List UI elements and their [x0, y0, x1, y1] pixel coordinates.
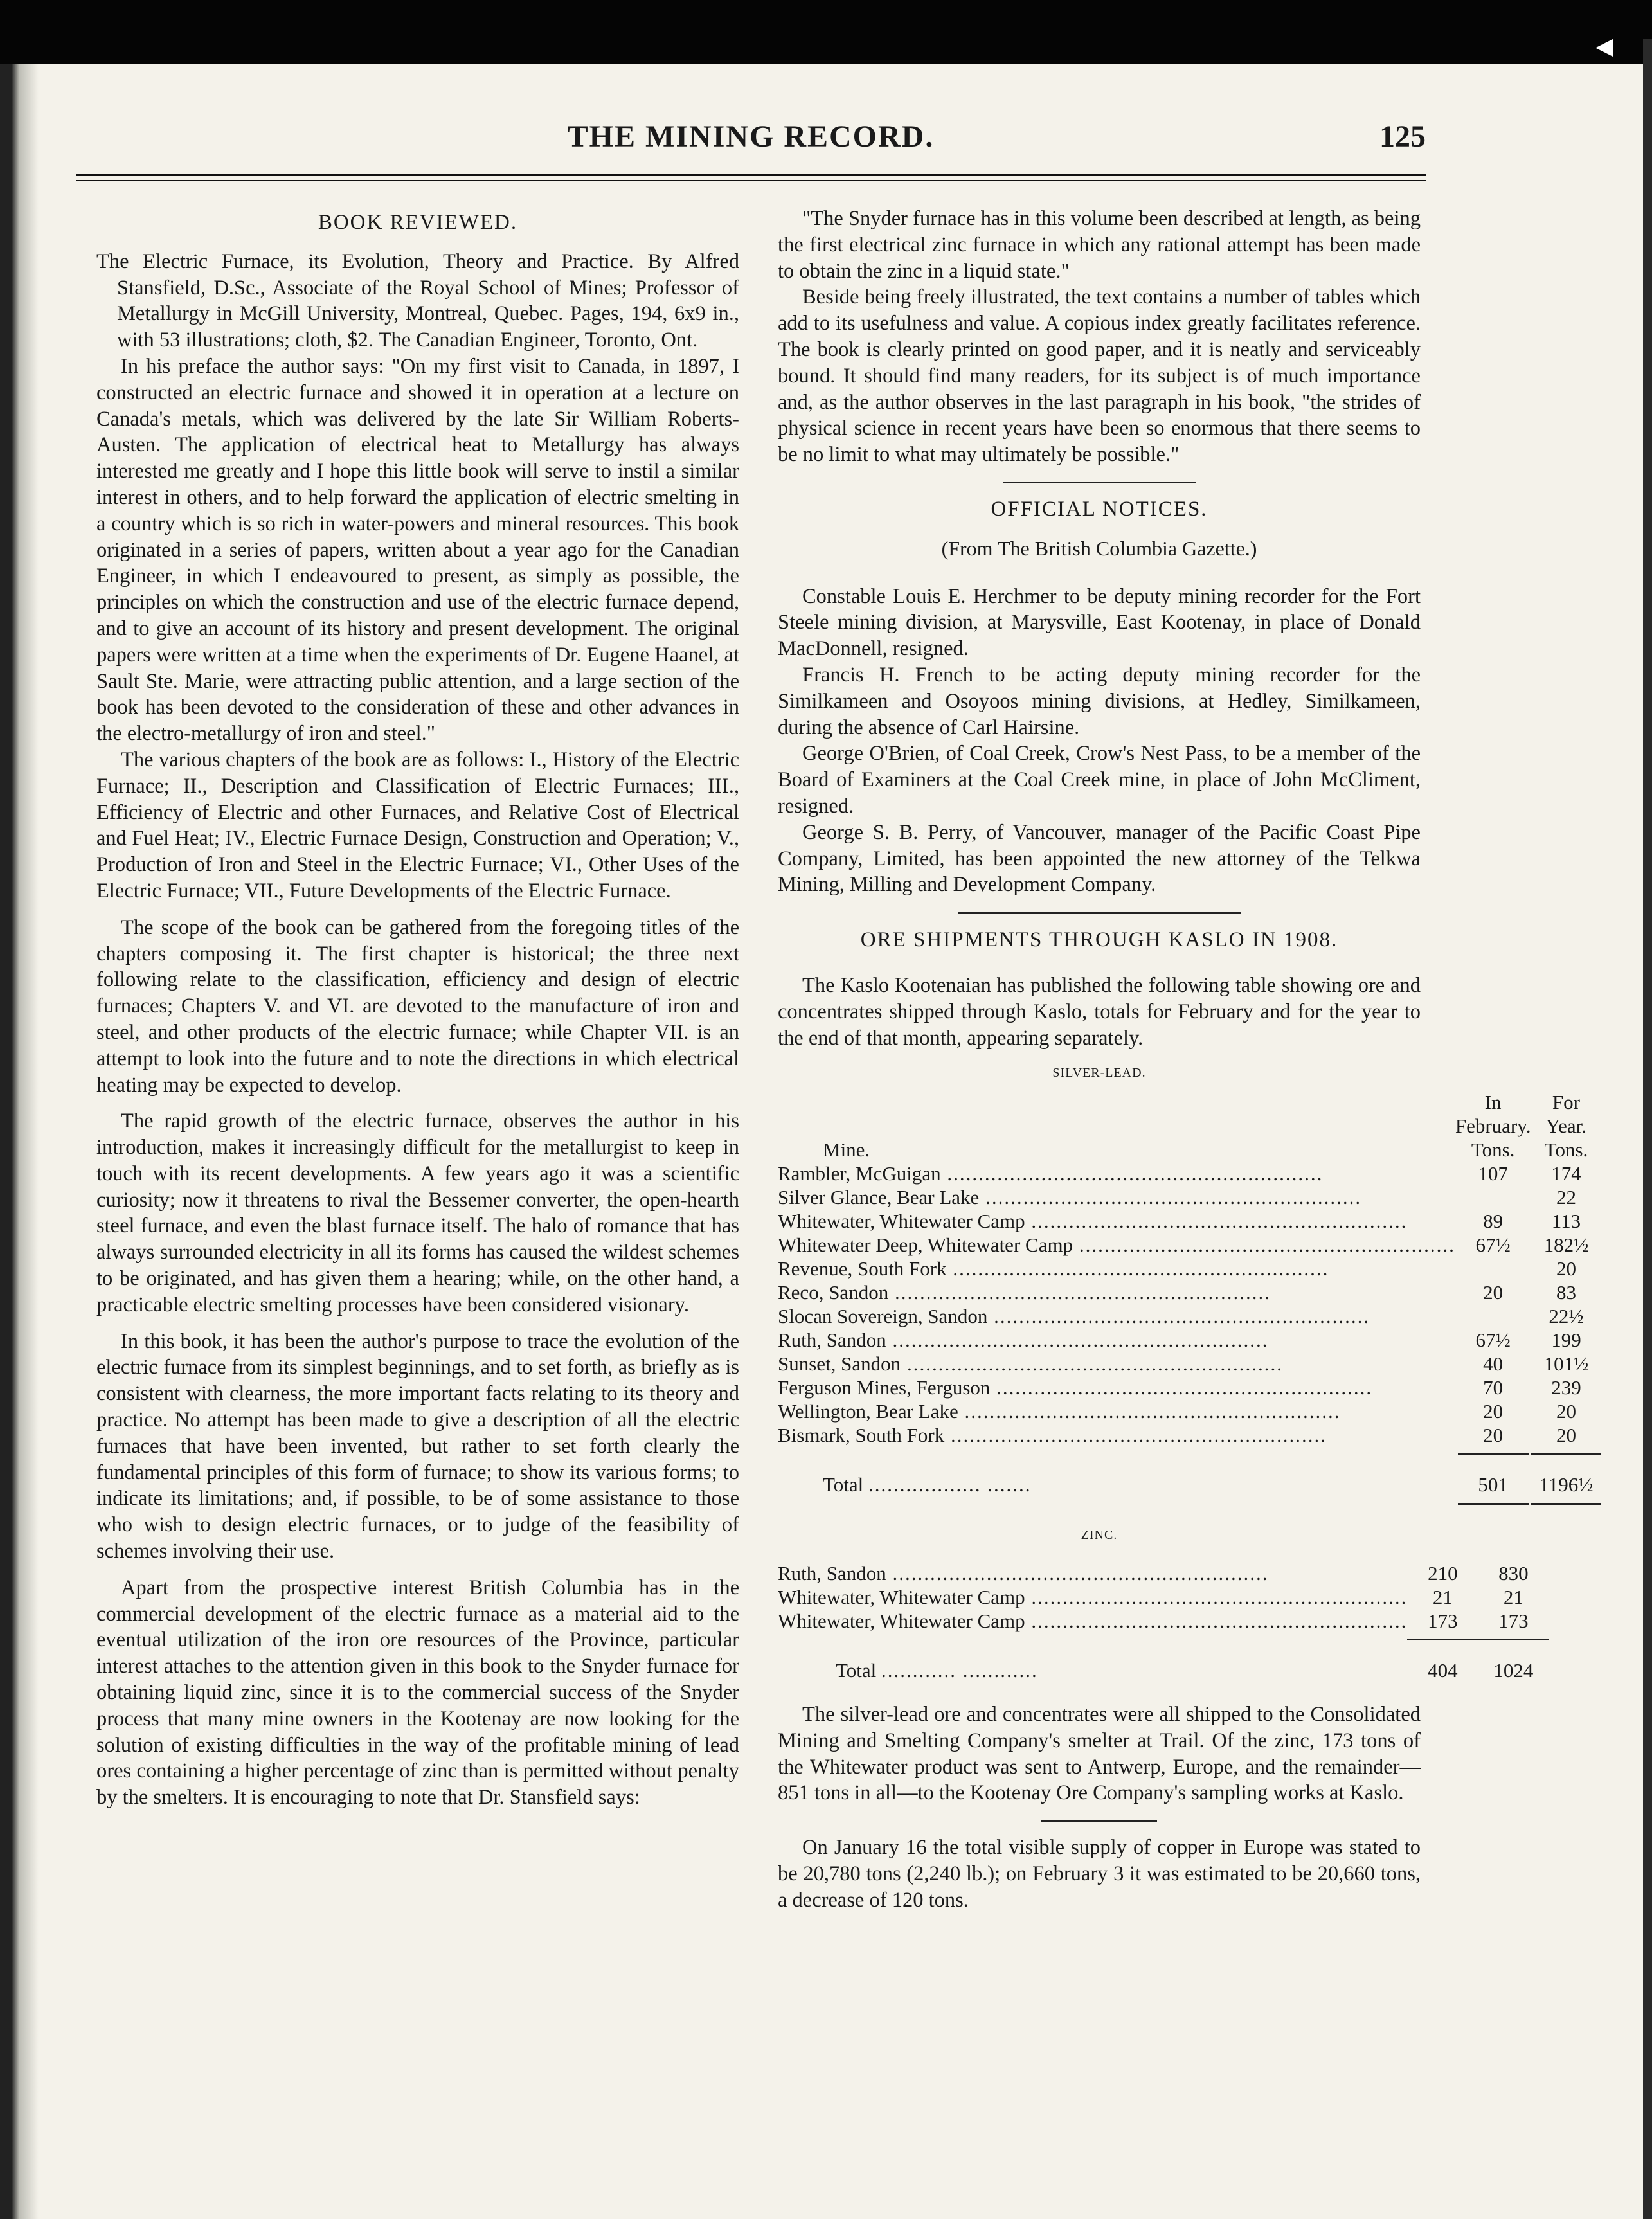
- mine-name: Reco, Sandon ............................................................: [778, 1281, 1271, 1304]
- zinc-rows: [778, 1561, 1549, 1633]
- review-quote: "The Snyder furnace has in this volume been described at length, as being the first electrical zinc furnace in which any rational attempt has been made to obtain the zinc in a liquid state.": [778, 207, 1421, 283]
- leader-dots: ............................................................: [940, 1162, 1324, 1185]
- table-row: [778, 1609, 1549, 1633]
- february-tons: 89: [1483, 1210, 1504, 1233]
- year-tons: 174: [1551, 1162, 1581, 1185]
- left-column: [96, 206, 739, 1811]
- table-row: [778, 1352, 1601, 1376]
- table-row: [778, 1209, 1601, 1233]
- leader-dots: ............................................................: [979, 1186, 1362, 1209]
- mine-name: Ruth, Sandon ............................................................: [778, 1561, 1269, 1585]
- table-row: [778, 1585, 1549, 1609]
- notice-3: George O'Brien, of Coal Creek, Crow's Nest Pass, to be a member of the Board of Examiners at the Coal Creek mine, in place of John McCliment, resigned.: [778, 742, 1421, 818]
- book-reviewed-heading: BOOK REVIEWED.: [318, 211, 518, 234]
- year-tons: 173: [1498, 1609, 1529, 1632]
- february-tons: 173: [1428, 1609, 1458, 1632]
- year-tons: 113: [1551, 1210, 1581, 1233]
- notice-1: Constable Louis E. Herchmer to be deputy mining recorder for the Fort Steele mining division, at Marysville, East Kootenay, in place of Donald MacDonnell, resigned.: [778, 584, 1421, 661]
- page-header: [76, 119, 1426, 170]
- col-february: In February. Tons.: [1455, 1091, 1531, 1162]
- copper-supply-note: On January 16 the total visible supply of copper in Europe was stated to be 20,780 tons (2,240 lb.); on February 3 it was estimated to be 20,660 tons, a decrease of 120 tons.: [778, 1836, 1421, 1912]
- leader-dots: ............................................................: [901, 1352, 1283, 1376]
- year-tons: 22: [1556, 1186, 1576, 1209]
- table-header-row: [778, 1090, 1601, 1162]
- official-notices-heading: OFFICIAL NOTICES.: [991, 497, 1208, 521]
- mine-name: Rambler, McGuigan ............................................................: [778, 1162, 1324, 1185]
- year-tons: 182½: [1543, 1234, 1589, 1257]
- year-tons: 199: [1551, 1329, 1581, 1352]
- year-tons: 101½: [1543, 1352, 1589, 1376]
- february-tons: 20: [1483, 1400, 1504, 1423]
- february-tons: 67½: [1475, 1329, 1511, 1352]
- leader-dots: ............................................................: [886, 1561, 1269, 1585]
- review-paragraph-6: Apart from the prospective interest British Columbia has in the commercial development of the electric furnace as a material aid to the eventual utilization of the iron ore resources of the Province, particular interest attaches to the attention given in this book to the Snyder furnace for obtaining liquid zinc, since it is to the commercial success of the Snyder process that many mine owners in the Kootenay are now looking for the solution of existing difficulties in the way of the profitable mining of lead ores containing a higher percentage of zinc than is permitted without penalty by the smelters. It is encouraging to note that Dr. Stansfield says:: [96, 1576, 739, 1810]
- scan-top-band: [0, 0, 1652, 64]
- review-paragraph-1: In his preface the author says: "On my first visit to Canada, in 1897, I constructed an electric furnace and showed it in operation at a lecture on Canada's metals, which was delivered by the late Sir William Roberts-Austen. The application of electrical heat to Metallurgy has always interested me greatly and I hope this little book will serve to instil a similar interest in others, and to help forward the application of electric smelting in a country which is so rich in water-powers and mineral resources. This book originated in a series of papers, written about a year ago for the Canadian Engineer, in which I endeavoured to present, as simply as possible, the principles on which the construction and use of the electric furnace depend, and to give an account of its history and present development. The original papers were written at a time when the experiments of Dr. Eugene Haanel, at Sault Ste. Marie, were attracting public attention, and a large section of the book has been devoted to the consideration of these and other advances in the electro-metallurgy of iron and steel.": [96, 354, 739, 746]
- year-tons: 20: [1556, 1257, 1576, 1280]
- table-row: [778, 1304, 1601, 1328]
- table-row: [778, 1233, 1601, 1257]
- mine-name: Ruth, Sandon ............................................................: [778, 1329, 1269, 1352]
- table-row: [778, 1185, 1601, 1209]
- mine-name: Whitewater, Whitewater Camp ............................................................: [778, 1210, 1408, 1233]
- scan-right-edge: [1643, 39, 1652, 2219]
- book-citation: The Electric Furnace, its Evolution, Theory and Practice. By Alfred Stansfield, D.Sc., Associate of the Royal School of Mines; Professor of Metallurgy in McGill University, Montreal, Quebec. Pages, 194, 6x9 in., with 53 illustrations; cloth, $2. The Canadian Engineer, Toronto, Ont.: [96, 249, 739, 352]
- table-row: [778, 1376, 1601, 1399]
- col-year: For Year. Tons.: [1544, 1091, 1588, 1162]
- section-divider: [1003, 482, 1196, 483]
- ore-shipments-heading: ORE SHIPMENTS THROUGH KASLO IN 1908.: [860, 928, 1338, 952]
- leader-dots: ............................................................: [886, 1329, 1269, 1352]
- review-closing: Beside being freely illustrated, the text contains a number of tables which add to its usefulness and value. A copious index greatly facilitates reference. The book is clearly printed on good paper, and it is neatly and serviceably bound. It should find many readers, for its subject is of much importance and, as the author observes in the last paragraph in his book, "the strides of physical science in recent years have been so enormous that there seems to be no limit to what may ultimately be possible.": [778, 285, 1421, 467]
- review-paragraph-2: The various chapters of the book are as follows: I., History of the Electric Furnace; II., Description and Classification of Electric Furnaces; III., Efficiency of Electric and other Furnaces, and Relative Cost of Electrical and Fuel Heat; IV., Electric Furnace Design, Construction and Operation; V., Production of Iron and Steel in the Electric Furnace; VI., Other Uses of the Electric Furnace; VII., Future Developments of the Electric Furnace.: [96, 748, 739, 903]
- scan-left-edge: [0, 64, 39, 2219]
- leader-dots: ............................................................: [944, 1424, 1327, 1447]
- february-tons: [1455, 1304, 1531, 1328]
- review-paragraph-3: The scope of the book can be gathered from the foregoing titles of the chapters composing it. The first chapter is historical; the three next following relate to the classification, efficiency and design of electric furnaces; Chapters V. and VI. are devoted to the manufacture of iron and steel, and other products of the electric furnace; while Chapter VII. is an attempt to look into the future and to note the directions in which electrical heating may be expected to develop.: [96, 915, 739, 1097]
- col-mine: Mine.: [823, 1138, 870, 1162]
- rule-row: [778, 1496, 1601, 1507]
- leader-dots: ............................................................: [958, 1400, 1341, 1423]
- mine-name: Wellington, Bear Lake ............................................................: [778, 1400, 1341, 1423]
- table-row: [778, 1257, 1601, 1280]
- table-row: [778, 1280, 1601, 1304]
- silver-lead-label: SILVER-LEAD.: [1052, 1066, 1146, 1081]
- zinc-table: [778, 1561, 1549, 1682]
- leader-dots: ............................................................: [946, 1257, 1329, 1280]
- table-row: [778, 1423, 1601, 1447]
- year-tons: 21: [1503, 1585, 1523, 1608]
- february-tons: 40: [1483, 1352, 1504, 1376]
- right-column: [778, 206, 1594, 1913]
- february-tons: [1455, 1257, 1531, 1280]
- february-tons: 67½: [1475, 1234, 1511, 1257]
- year-tons: 20: [1556, 1424, 1576, 1447]
- rule-row: [778, 1447, 1601, 1455]
- leader-dots: ............................................................: [1073, 1234, 1455, 1257]
- february-tons: [1455, 1185, 1531, 1209]
- year-tons: 20: [1556, 1400, 1576, 1423]
- leader-dots: ............................................................: [1025, 1609, 1408, 1632]
- zinc-total-row: Total ............ ............ 404 1024: [836, 1658, 1534, 1682]
- review-paragraph-4: The rapid growth of the electric furnace, observes the author in his introduction, makes it increasingly difficult for the metallurgist to keep in touch with its recent developments. A few years ago it was a scientific curiosity; now it threatens to rival the Bessemer converter, the open-hearth steel furnace, and even the blast furnace itself. The halo of romance that has always surrounded electricity in all its forms has caused the wildest schemes to be originated, and has given them a hearing; while, on the other hand, a practicable electric smelting processes have been considered visionary.: [96, 1110, 739, 1316]
- review-paragraph-5: In this book, it has been the author's purpose to trace the evolution of the electric furnace from its simplest beginnings, and to set forth, as briefly as is consistent with clearness, the more important facts relating to its theory and practice. No attempt has been made to give a description of all the electric furnaces that have been invented, but rather to set forth clearly the fundamental principles of this form of furnace; to show its various forms; to indicate its limitations; and, if possible, to be of some assistance to those who wish to design electric furnaces, or to judge of the feasibility of schemes involving their use.: [96, 1329, 739, 1563]
- leader-dots: ............................................................: [987, 1305, 1370, 1328]
- leader-dots: ............................................................: [888, 1281, 1271, 1304]
- ore-intro: The Kaslo Kootenaian has published the following table showing ore and concentrates shipped through Kaslo, totals for February and for the year to the end of that month, appearing separately.: [778, 973, 1421, 1050]
- section-divider: [958, 912, 1241, 914]
- mine-name: Sunset, Sandon ............................................................: [778, 1352, 1283, 1376]
- page-number: 125: [1379, 120, 1426, 154]
- table-row: [778, 1561, 1549, 1585]
- february-tons: 20: [1483, 1281, 1504, 1304]
- silver-total-row: Total .................. ....... 501 1196½: [823, 1473, 1594, 1496]
- year-tons: 830: [1498, 1561, 1529, 1585]
- mine-name: Whitewater, Whitewater Camp ............................................................: [778, 1609, 1408, 1632]
- table-row: [778, 1162, 1601, 1185]
- table-row: [778, 1399, 1601, 1423]
- mine-name: Whitewater Deep, Whitewater Camp ............................................................: [778, 1234, 1455, 1257]
- year-tons: 22½: [1549, 1305, 1584, 1328]
- table-row: [778, 1328, 1601, 1352]
- journal-title: THE MINING RECORD.: [567, 120, 935, 154]
- notice-4: George S. B. Perry, of Vancouver, manager of the Pacific Coast Pipe Company, Limited, has been appointed the new attorney of the Telkwa Mining, Milling and Development Company.: [778, 820, 1421, 897]
- section-divider: [1041, 1820, 1157, 1822]
- february-tons: 70: [1483, 1376, 1504, 1399]
- ore-outro: The silver-lead ore and concentrates were all shipped to the Consolidated Mining and Smelting Company's smelter at Trail. Of the zinc, 173 tons of the Whitewater product was sent to Antwerp, Europe, and the remainder—851 tons in all—to the Kootenay Ore Company's sampling works at Kaslo.: [778, 1702, 1421, 1805]
- february-tons: 20: [1483, 1424, 1504, 1447]
- header-rule: [76, 174, 1426, 181]
- mine-name: Ferguson Mines, Ferguson ............................................................: [778, 1376, 1373, 1399]
- mine-name: Revenue, South Fork ............................................................: [778, 1257, 1329, 1280]
- february-tons: 107: [1478, 1162, 1508, 1185]
- february-tons: 21: [1432, 1585, 1453, 1608]
- leader-dots: ............................................................: [1025, 1585, 1408, 1608]
- binding-mark-icon: ◂: [1595, 24, 1613, 66]
- mine-name: Slocan Sovereign, Sandon ............................................................: [778, 1305, 1370, 1328]
- rule-row: [778, 1633, 1549, 1640]
- february-tons: 210: [1428, 1561, 1458, 1585]
- year-tons: 239: [1551, 1376, 1581, 1399]
- mine-name: Whitewater, Whitewater Camp ............................................................: [778, 1585, 1408, 1608]
- zinc-label: ZINC.: [1081, 1528, 1118, 1543]
- mine-name: Silver Glance, Bear Lake ............................................................: [778, 1186, 1362, 1209]
- leader-dots: ............................................................: [990, 1376, 1373, 1399]
- silver-lead-table: [778, 1090, 1601, 1507]
- gazette-source: (From The British Columbia Gazette.): [941, 536, 1257, 560]
- leader-dots: ............................................................: [1025, 1210, 1408, 1233]
- mine-name: Bismark, South Fork ............................................................: [778, 1424, 1327, 1447]
- year-tons: 83: [1556, 1281, 1576, 1304]
- notice-2: Francis H. French to be acting deputy mining recorder for the Similkameen and Osoyoos mining divisions, at Hedley, Similkameen, during the absence of Carl Hairsine.: [778, 663, 1421, 739]
- silver-lead-rows: [778, 1162, 1601, 1447]
